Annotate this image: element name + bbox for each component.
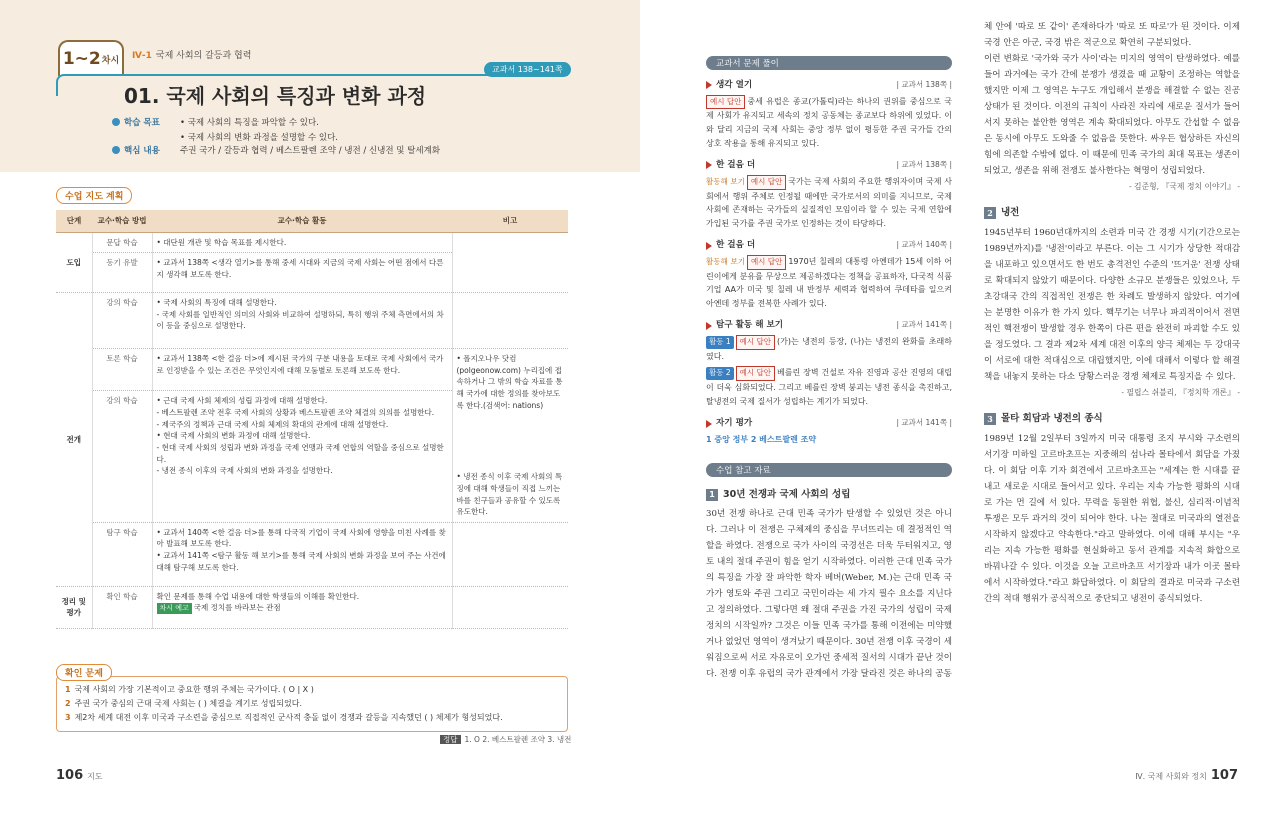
reference-head (706, 487, 952, 503)
textbook-page-ref: 교과서 138~141쪽 (484, 62, 571, 77)
citation: - 필립스 쉬블리, 『정치학 개론』 - (1121, 387, 1240, 397)
reference-text: 1989년 12월 2일부터 3일까지 미국 대통령 조지 부시와 구소련의 서기장 미하일 고르바초프는 지중해의 섬나라 몰타에서 회담을 가졌다. 이 회담 이후 기자 회견에서 고르바초프는 "세계는 한 시대를 끝내고 새로운 시대로 들어서고 있다. 우리는 지속 가능한 평화의 시대로 가는 먼 길에 서 있다. 무력을 동원한 위협, 불신, 심리적·이념적 투쟁은 모두 과거의 것이 되어야 한다. 나는 절대로 미국과의 열전을 시작하지 않겠다고 약속한다."라고 말하였다. 이에 대해 부시는 "우리는 지속 가능한 평화를 현실화하고 동서 관계를 지속적 화합으로 바꿔나갈 수 있다. 이것을 오늘 고르바초프 서기장과 내가 이곳 몰타에서 시작하였다."라고 화답하였다. 이 회담의 결과로 미국과 구소련 간의 적대 행위가 공식적으로 중단되고 냉전이 종식되었다. (984, 434, 1240, 604)
activity-2-tag: 활동 2 (706, 367, 734, 380)
triangle-icon (706, 322, 712, 330)
subsection-head (706, 238, 952, 253)
activity-text: 확인 문제를 통해 수업 내용에 대한 학생들의 이해를 확인한다. (156, 591, 360, 601)
unit-number: Ⅳ-1 (132, 51, 152, 61)
subsection-head (706, 318, 952, 333)
subsection-ref: | 교과서 138쪽 | (896, 79, 952, 89)
triangle-icon (706, 161, 712, 169)
col-header-method: 교수·학습 방법 (92, 210, 152, 232)
answer-paragraph (706, 175, 952, 231)
reference-text: 1945년부터 1960년대까지의 소련과 미국 간 경쟁 시기(기간으로는 1989년까지)를 '냉전'이라고 부른다. 이는 그 시기가 상당한 적대감을 내포하고 있으면서도 한 번도 총격전인 수준의 '뜨거운' 전쟁 상태로 확대되지 않았기 때문이다. 다양한 소규모 분쟁들은 있었으나, 두 초강대국 간의 직접적인 전쟁은 한 차례도 발생하지 않았다. 여기에는 분명한 이유가 한 가지 있다. 핵무기는 너무나 파괴적이어서 전면적인 핵전쟁이 발생할 경우 한쪽이 다른 편을 완전히 파괴할 수도 있을 정도였다. 그 결과 제2차 세계 대전 이후의 양극 체제는 두 강대국이 서로에 대한 적대심으로 대립했지만, 이에 대해서 이렇다 할 해결책을 내놓지 못하는 다소 당황스러운 경쟁 체제로 특징지을 수 있다. (984, 228, 1240, 382)
answer-paragraph (706, 366, 952, 408)
next-lesson-tag: 차시 예고 (157, 603, 192, 614)
right-column-a (706, 56, 952, 682)
col-header-activity: 교수·학습 활동 (152, 210, 452, 232)
activity-cell (152, 586, 452, 628)
reference-number: 1 (706, 489, 718, 501)
bullet-icon (112, 146, 120, 154)
answer-text: (가)는 냉전의 등장, (나)는 냉전의 완화를 초래하였다. (706, 337, 952, 361)
example-answer-tag: 예시 답안 (747, 255, 786, 270)
method-cell: 동기 유발 (92, 253, 152, 293)
core-content-label (112, 144, 170, 156)
check-num: 3 (65, 713, 71, 722)
chapter-tab-number: 1~2 (62, 49, 101, 69)
note-text: • 폴지오나우 닷컴(polgeonow.com) 누리집에 접속하거나 그 밖의 학습 자료를 통해 국가에 대한 정의를 찾아보도록 한다.(검색어: nations) (456, 354, 563, 410)
reference-number: 2 (984, 207, 996, 219)
subsection-head (706, 158, 952, 173)
check-problems (56, 676, 568, 732)
subsection-title: 자기 평가 (716, 418, 753, 429)
subsection-head (706, 78, 952, 93)
learning-goals-label (112, 116, 170, 128)
page-label: Ⅳ. 국제 사회와 정치 (1135, 772, 1207, 781)
table-row (56, 232, 568, 253)
activity-cell: • 국제 사회의 특징에 대해 설명한다. - 국제 사회를 일반적인 의미의 사회와 비교하여 설명하되, 특히 행위 주체 측면에서의 차이 등을 중심으로 설명한다. (152, 293, 452, 349)
answer-paragraph (706, 255, 952, 311)
reference-text: 체 안에 '따로 또 같이' 존재하다가 '따로 또 따로'가 된 것이다. 이제 국경 안은 아군, 국경 밖은 적군으로 확연히 구분되었다. (984, 22, 1240, 48)
table-row (56, 349, 568, 391)
method-cell: 탐구 학습 (92, 522, 152, 586)
plan-section-title: 수업 지도 계획 (56, 187, 132, 204)
activity-cell: • 교과서 138쪽 <생각 열기>를 통해 중세 시대와 지금의 국제 사회는 어떤 점에서 다른지 생각해 보도록 한다. (152, 253, 452, 293)
check-item (65, 683, 559, 697)
chapter-tab-suffix: 차시 (101, 55, 120, 66)
check-num: 2 (65, 699, 71, 708)
triangle-icon (706, 420, 712, 428)
method-cell: 확인 학습 (92, 586, 152, 628)
check-text: 제2차 세계 대전 이후 미국과 구소련을 중심으로 직접적인 군사적 충돌 없이 경쟁과 갈등을 지속했던 ( ) 체제가 형성되었다. (74, 713, 503, 722)
core-content (112, 144, 440, 159)
activity-cell: • 근대 국제 사회 체제의 성립 과정에 대해 설명한다. - 베스트팔렌 조약 전후 국제 사회의 상황과 베스트팔렌 조약 체결의 의의를 설명한다. - 제국주의 정책과 근대 국제 사회 체제의 확대의 관계에 대해 설명한다. • 현대 국제 사회의 변화 과정에 대해 설명한다. - 현대 국제 사회의 성립과 변화 과정을 국제 연맹과 국제 연합의 역할을 중심으로 설명한다. - 냉전 종식 이후의 국제 사회의 변화 과정을 설명한다. (152, 391, 452, 522)
answer-text: 1. O 2. 베스트팔렌 조약 3. 냉전 (464, 735, 572, 744)
answer-line (440, 734, 571, 745)
answer-tag: 정답 (440, 735, 461, 744)
activity-cell: • 교과서 138쪽 <한 걸음 더>에 제시된 국가의 구분 내용을 토대로 국제 사회에서 국가로 인정받을 수 있는 조건은 무엇인지에 대해 모둠별로 토론해 보도록 한다. (152, 349, 452, 391)
unit-line (132, 48, 251, 61)
col-header-note: 비고 (452, 210, 568, 232)
answer-text: 1970년 칠레의 대통령 아옌데가 15세 이하 어린이에게 분유를 무상으로 제공하겠다는 정책을 공표하자, 다국적 식품 기업 AA가 미국 및 칠레 내 반정부 세력과 협력하여 쿠데타를 일으켜 아옌데 정부를 전복한 사례가 있다. (706, 256, 952, 308)
reference-number: 3 (984, 413, 996, 425)
note-cell (452, 586, 568, 628)
example-answer-tag: 예시 답안 (747, 175, 786, 190)
reference-title: 30년 전쟁과 국제 사회의 성립 (723, 488, 851, 500)
stage-development: 전개 (56, 293, 92, 587)
chapter-tab (58, 40, 124, 76)
next-lesson-text: 국제 정치를 바라보는 관점 (193, 603, 281, 613)
method-cell: 강의 학습 (92, 391, 152, 522)
unit-title: 국제 사회의 갈등과 협력 (155, 51, 252, 61)
answer-paragraph (706, 95, 952, 151)
answer-text: 국가는 국제 사회의 주요한 행위자이며 국제 사회에서 행위 주체로 인정될 때에만 국가로서의 의미를 지니므로, 국제 사회에 존재하는 국가들의 실질적인 모임이라 할 수 있는 국제 연합에 가입된 국가를 주권 국가로 인정하는 것이 타당하다. (706, 176, 953, 228)
note-cell (452, 232, 568, 293)
example-answer-tag: 예시 답안 (706, 95, 745, 110)
table-row (56, 586, 568, 628)
check-item (65, 711, 559, 725)
check-num: 1 (65, 685, 71, 694)
self-eval-answer: 1 중앙 정부 2 베스트팔렌 조약 (706, 434, 817, 444)
citation: - 김준형, 『국제 정치 이야기』 - (1128, 181, 1240, 191)
page-label: 지도 (87, 772, 103, 781)
answer-text: 베를린 장벽 건설로 자유 진영과 공산 진영의 대립이 더욱 심화되었다. 그리고 베를린 장벽 붕괴는 냉전 종식을 촉진하고, 탈냉전의 국제 질서가 성립하는 계기가 되었다. (706, 368, 952, 406)
subsection-title: 생각 열기 (716, 80, 753, 90)
triangle-icon (706, 242, 712, 250)
table-row (56, 522, 568, 586)
subsection-ref: | 교과서 141쪽 | (896, 418, 952, 428)
right-column-b (984, 20, 1240, 608)
core-label-text: 핵심 내용 (124, 146, 160, 156)
answer-text: 중세 유럽은 종교(가톨릭)라는 하나의 권위를 중심으로 국제 사회가 유지되고 세속의 정치 공동체는 종교보다 하위에 있었다. 이와 달리 지금의 국제 사회는 중앙 정부 없이 평등한 주권 국가들 간의 상호 작용을 통해 유지되고 있다. (706, 96, 952, 148)
bullet-icon (112, 118, 120, 126)
check-text: 주권 국가 중심의 근대 국제 사회는 ( ) 체결을 계기로 성립되었다. (74, 699, 302, 708)
subsection-ref: | 교과서 141쪽 | (896, 320, 952, 330)
core-content-text: 주권 국가 / 갈등과 협력 / 베스트팔렌 조약 / 냉전 / 신냉전 및 탈세계화 (180, 146, 441, 156)
subsection-ref: | 교과서 140쪽 | (896, 240, 952, 250)
check-section-title: 확인 문제 (56, 664, 112, 681)
method-cell: 토론 학습 (92, 349, 152, 391)
example-answer-tag: 예시 답안 (736, 366, 775, 381)
reference-bar: 수업 참고 자료 (706, 463, 952, 477)
table-row (56, 293, 568, 349)
reference-title: 냉전 (1001, 207, 1020, 219)
reference-text: 30년 전쟁 하나로 근대 민족 국가가 탄생할 수 있었던 것은 아니다. 그러나 이 전쟁은 구체제의 중심을 무너뜨리는 데 결정적인 역할을 하였다. 전쟁으로 국가 사이의 국경선은 더욱 두터워지고, 영토 내의 절대 주권이 힘을 얻기 시작하였다. 이러한 근대 민족 국가의 특징을 가장 잘 파악한 학자 베버(Weber, M.)는 근대 민족 국가가 영토와 주권 그리고 국민이라는 세 가지 필수 요소를 지닌다고 정의하였다. 그렇다면 왜 절대 주권을 가진 국가의 성립이 국제 정치의 시작일까? 그것은 이들 민족 국가를 통해 이전에는 미약했거나 없었던 영역이 생겨났기 때문이다. 30년 전쟁 이후 국경이 세워짐으로써 서로 자유로이 오가던 중세적 질서의 시대가 끝난 것이다. 전쟁 이후 유럽의 국가 관계에서 가장 달라진 것은 하나의 공동 (706, 508, 952, 679)
reference-text: 이런 변화로 '국가와 국가 사이'라는 미지의 영역이 탄생하였다. 예를 들어 과거에는 국가 간에 분쟁가 생겼을 때 교황이 조정하는 역할을 했지만 이제 그 영역은 누구도 개입해서 분쟁을 해결할 수 없는 진공 상태가 된 것이다. 이전의 규칙이 사라진 자리에 새로운 질서가 들어서지 못하는 불안한 영역은 계속 확대되었다. 아무도 간섭할 수 없음은 동시에 아무도 도와줄 수 없음을 뜻한다. 싸우든 협상하든 자신의 힘에 의존할 수밖에 없다. 이 때문에 민족 국가의 최대 목표는 생존이 되었고, 생존을 위해 전쟁도 불사한다는 혁명이 성립되었다. (984, 53, 1240, 176)
method-cell: 강의 학습 (92, 293, 152, 349)
subsection-title: 한 걸음 더 (716, 160, 756, 171)
note-cell (452, 293, 568, 349)
method-cell: 문답 학습 (92, 232, 152, 253)
col-header-stage: 단계 (56, 210, 92, 232)
check-text: 국제 사회의 가장 기본적이고 중요한 행위 주체는 국가이다. ( O | X ) (74, 685, 314, 694)
stage-closing: 정리 및 평가 (56, 586, 92, 628)
goal-label-text: 학습 목표 (124, 118, 160, 128)
triangle-icon (706, 81, 712, 89)
note-cell (452, 349, 568, 523)
subsection-ref: | 교과서 138쪽 | (896, 160, 952, 170)
page-number-value: 106 (56, 768, 84, 783)
subsection-head (706, 416, 952, 431)
reference-title: 몰타 회담과 냉전의 종식 (1001, 413, 1103, 425)
example-answer-tag: 예시 답안 (736, 335, 775, 350)
solve-bar: 교과서 문제 풀이 (706, 56, 952, 70)
page-number-right (1131, 768, 1238, 783)
learning-goals (112, 116, 338, 146)
page-number-left (56, 768, 103, 783)
note-text: • 냉전 종식 이후 국제 사회의 특징에 대해 학생들이 직접 느끼는 바를 친구들과 공유할 수 있도록 유도한다. (456, 472, 563, 517)
right-page (640, 0, 1280, 814)
activity-tag: 활동해 보기 (706, 176, 745, 186)
lesson-plan-table (56, 210, 568, 629)
activity-tag: 활동해 보기 (706, 256, 745, 266)
activity-cell: • 대단원 개관 및 학습 목표를 제시한다. (152, 232, 452, 253)
activity-cell: • 교과서 140쪽 <한 걸음 더>를 통해 다국적 기업이 국제 사회에 영향을 미친 사례를 찾아 발표해 보도록 한다. • 교과서 141쪽 <탐구 활동 해 보기>를 통해 국제 사회의 변화 과정을 보여 주는 사건에 대해 탐구해 보도록 한다. (152, 522, 452, 586)
reference-head (984, 410, 1240, 428)
activity-1-tag: 활동 1 (706, 336, 734, 349)
check-item (65, 697, 559, 711)
note-cell (452, 522, 568, 586)
goal-item: • 국제 사회의 변화 과정을 설명할 수 있다. (180, 133, 339, 143)
goal-item: • 국제 사회의 특징을 파악할 수 있다. (180, 118, 319, 128)
answer-paragraph (706, 335, 952, 363)
reference-head (984, 204, 1240, 222)
page-number-value: 107 (1210, 768, 1238, 783)
subsection-title: 한 걸음 더 (716, 240, 756, 251)
stage-intro: 도입 (56, 232, 92, 293)
lesson-title: 01. 국제 사회의 특징과 변화 과정 (124, 84, 427, 108)
subsection-title: 탐구 활동 해 보기 (716, 320, 784, 331)
